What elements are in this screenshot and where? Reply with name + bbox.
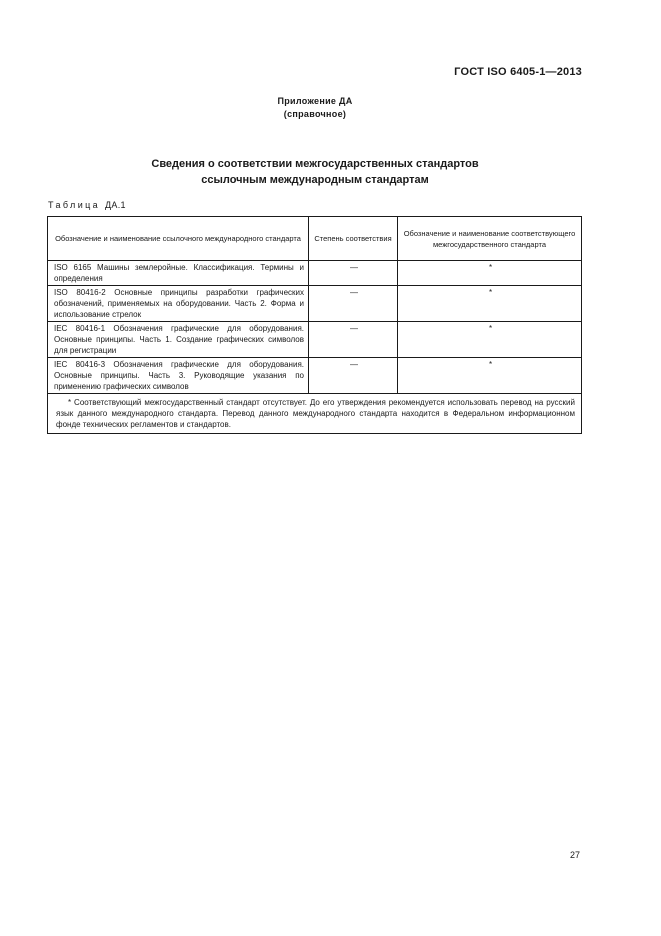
standard-id: ГОСТ ISO 6405-1—2013 <box>454 66 582 78</box>
table-caption <box>48 200 126 210</box>
table-header-row <box>48 217 582 261</box>
cell-reference-standard: ISO 6165 Машины землеройные. Классификация. Термины и определения <box>48 261 309 286</box>
table-caption-word: Таблица <box>48 200 101 210</box>
table-footnote: * Соответствующий межгосударственный стандарт отсутствует. До его утверждения рекомендуется использовать перевод на русский язык данного международного стандарта. Перевод данного международного стандарта находится в Федеральном информационном фонде технических регламентов и стандартов. <box>48 394 582 434</box>
cell-corresponding-standard: * <box>398 358 582 394</box>
appendix-title: Приложение ДА <box>277 96 353 106</box>
table-row <box>48 286 582 322</box>
header-degree: Степень соответствия <box>309 217 398 261</box>
document-title-line2: ссылочным международным стандартам <box>201 174 429 186</box>
document-title-line1: Сведения о соответствии межгосударственных стандартов <box>151 158 479 170</box>
cell-degree: — <box>309 358 398 394</box>
appendix-note: (справочное) <box>283 109 347 119</box>
cell-reference-standard: ISO 80416-2 Основные принципы разработки графических обозначений, применяемых на оборудовании. Часть 2. Форма и использование стрелок <box>48 286 309 322</box>
table-row <box>48 322 582 358</box>
table-row <box>48 261 582 286</box>
page-number: 27 <box>569 850 580 860</box>
table-row <box>48 358 582 394</box>
cell-degree: — <box>309 322 398 358</box>
cell-degree: — <box>309 261 398 286</box>
appendix-heading <box>0 95 630 121</box>
header-corresponding-standard: Обозначение и наименование соответствующего межгосударственного стандарта <box>398 217 582 261</box>
cell-corresponding-standard: * <box>398 261 582 286</box>
document-title <box>0 156 630 188</box>
cell-degree: — <box>309 286 398 322</box>
cell-reference-standard: IEC 80416-1 Обозначения графические для оборудования. Основные принципы. Часть 1. Создание графических символов для регистрации <box>48 322 309 358</box>
header-reference-standard: Обозначение и наименование ссылочного международного стандарта <box>48 217 309 261</box>
table-caption-number: ДА.1 <box>105 200 126 210</box>
cell-corresponding-standard: * <box>398 322 582 358</box>
cell-corresponding-standard: * <box>398 286 582 322</box>
table-footnote-row <box>48 394 582 434</box>
cell-reference-standard: IEC 80416-3 Обозначения графические для оборудования. Основные принципы. Часть 3. Руководящие указания по применению графических символов <box>48 358 309 394</box>
correspondence-table <box>47 216 582 434</box>
